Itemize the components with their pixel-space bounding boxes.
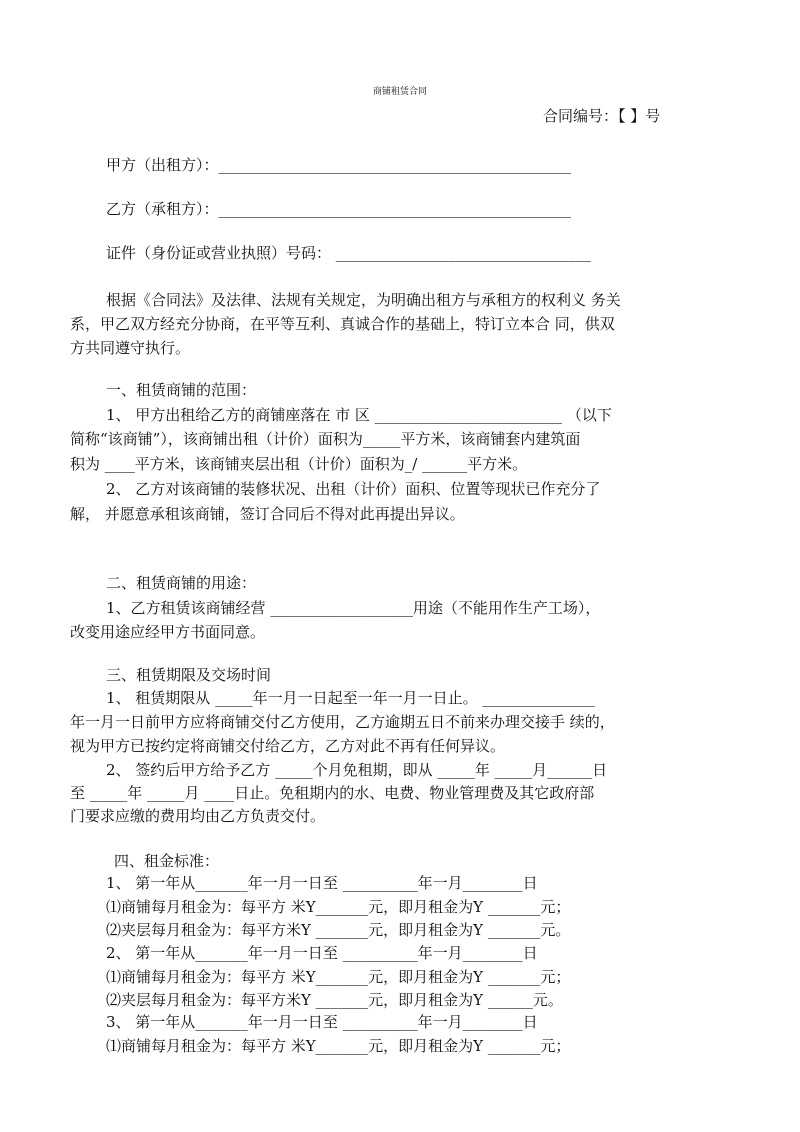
preamble-line: 方共同遵守执行。 [70,339,191,357]
section-2-line: 1、乙方租赁该商铺经营 ___________________用途（不能用作生产工场）， [106,599,601,617]
section-4-line: ⑵夹层每月租金为：每平方米Y _______元，即月租金为Y _______元。 [106,921,571,939]
section-2-heading: 二、租赁商铺的用途： [106,574,257,592]
contract-number: 合同编号：【 】号 [543,107,661,125]
section-2-line: 改变用途应经甲方书面同意。 [70,623,266,641]
section-1-line: 简称“该商铺”），该商铺出租（计价）面积为_____平方米，该商铺套内建筑面 [70,430,581,448]
section-4-line: ⑴商铺每月租金为：每平方 米Y_______元，即月租金为Y _______元； [106,968,571,986]
section-1-line: 1、 甲方出租给乙方的商铺座落在 市 区 _________________________ （以下 [106,406,612,424]
section-4-line: 2、 第一年从_______年一月一日至 __________年一月________日 [106,944,538,962]
party-b-line: 乙方（承租方）：_______________________________________________ [106,200,572,218]
preamble-line: 根据《合同法》及法律、法规有关规定，为明确出租方与承租方的权利义 务关 [106,291,621,309]
section-3-line: 视为甲方已按约定将商铺交付给乙方，乙方对此不再有任何异议。 [70,737,506,755]
section-1-line: 2、 乙方对该商铺的装修状况、出租（计价）面积、位置等现状已作充分了 [106,480,601,498]
section-4-line: ⑵夹层每月租金为：每平方米Y _______元，即月租金为Y ______元。 [106,991,563,1009]
section-3-line: 至 _____年 _____月 ____日止。免租期内的水、电费、物业管理费及其它政府部 [70,784,595,802]
section-1-line: 解， 并愿意承租该商铺，签订合同后不得对此再提出异议。 [70,505,465,523]
section-3-line: 年一月一日前甲方应将商铺交付乙方使用，乙方逾期五日不前来办理交接手 续的， [70,713,615,731]
section-3-line: 1、 租赁期限从 _____年一月一日起至一年一月一日止。 _______________ [106,689,595,707]
section-4-line: 1、 第一年从_______年一月一日至 __________年一月________日 [106,874,538,892]
section-3-heading: 三、租赁期限及交场时间 [106,666,272,684]
section-4-line: 3、 第一年从_______年一月一日至 __________年一月________日 [106,1013,538,1031]
section-4-heading: 四、租金标准： [114,852,220,870]
section-1-heading: 一、租赁商铺的范围： [106,381,257,399]
section-4-line: ⑴商铺每月租金为：每平方 米Y_______元，即月租金为Y _______元； [106,1037,571,1055]
section-3-line: 门要求应缴的费用均由乙方负责交付。 [70,807,326,825]
party-a-line: 甲方（出租方）：_______________________________________________ [106,156,572,174]
section-4-line: ⑴商铺每月租金为：每平方 米Y_______元，即月租金为Y _______元； [106,898,571,916]
preamble-line: 系，甲乙双方经充分协商，在平等互利、真诚合作的基础上，特订立本合 同，供双 [70,315,615,333]
section-1-line: 积为 ____平方米，该商铺夹层出租（计价）面积为_/ ______平方米。 [70,455,528,473]
section-3-line: 2、 签约后甲方给予乙方 _____个月免租期，即从 _____年 _____月______日 [106,761,608,779]
id-number-line: 证件（身份证或营业执照）号码： __________________________________ [106,244,591,262]
page-title: 商铺租赁合同 [372,87,427,97]
